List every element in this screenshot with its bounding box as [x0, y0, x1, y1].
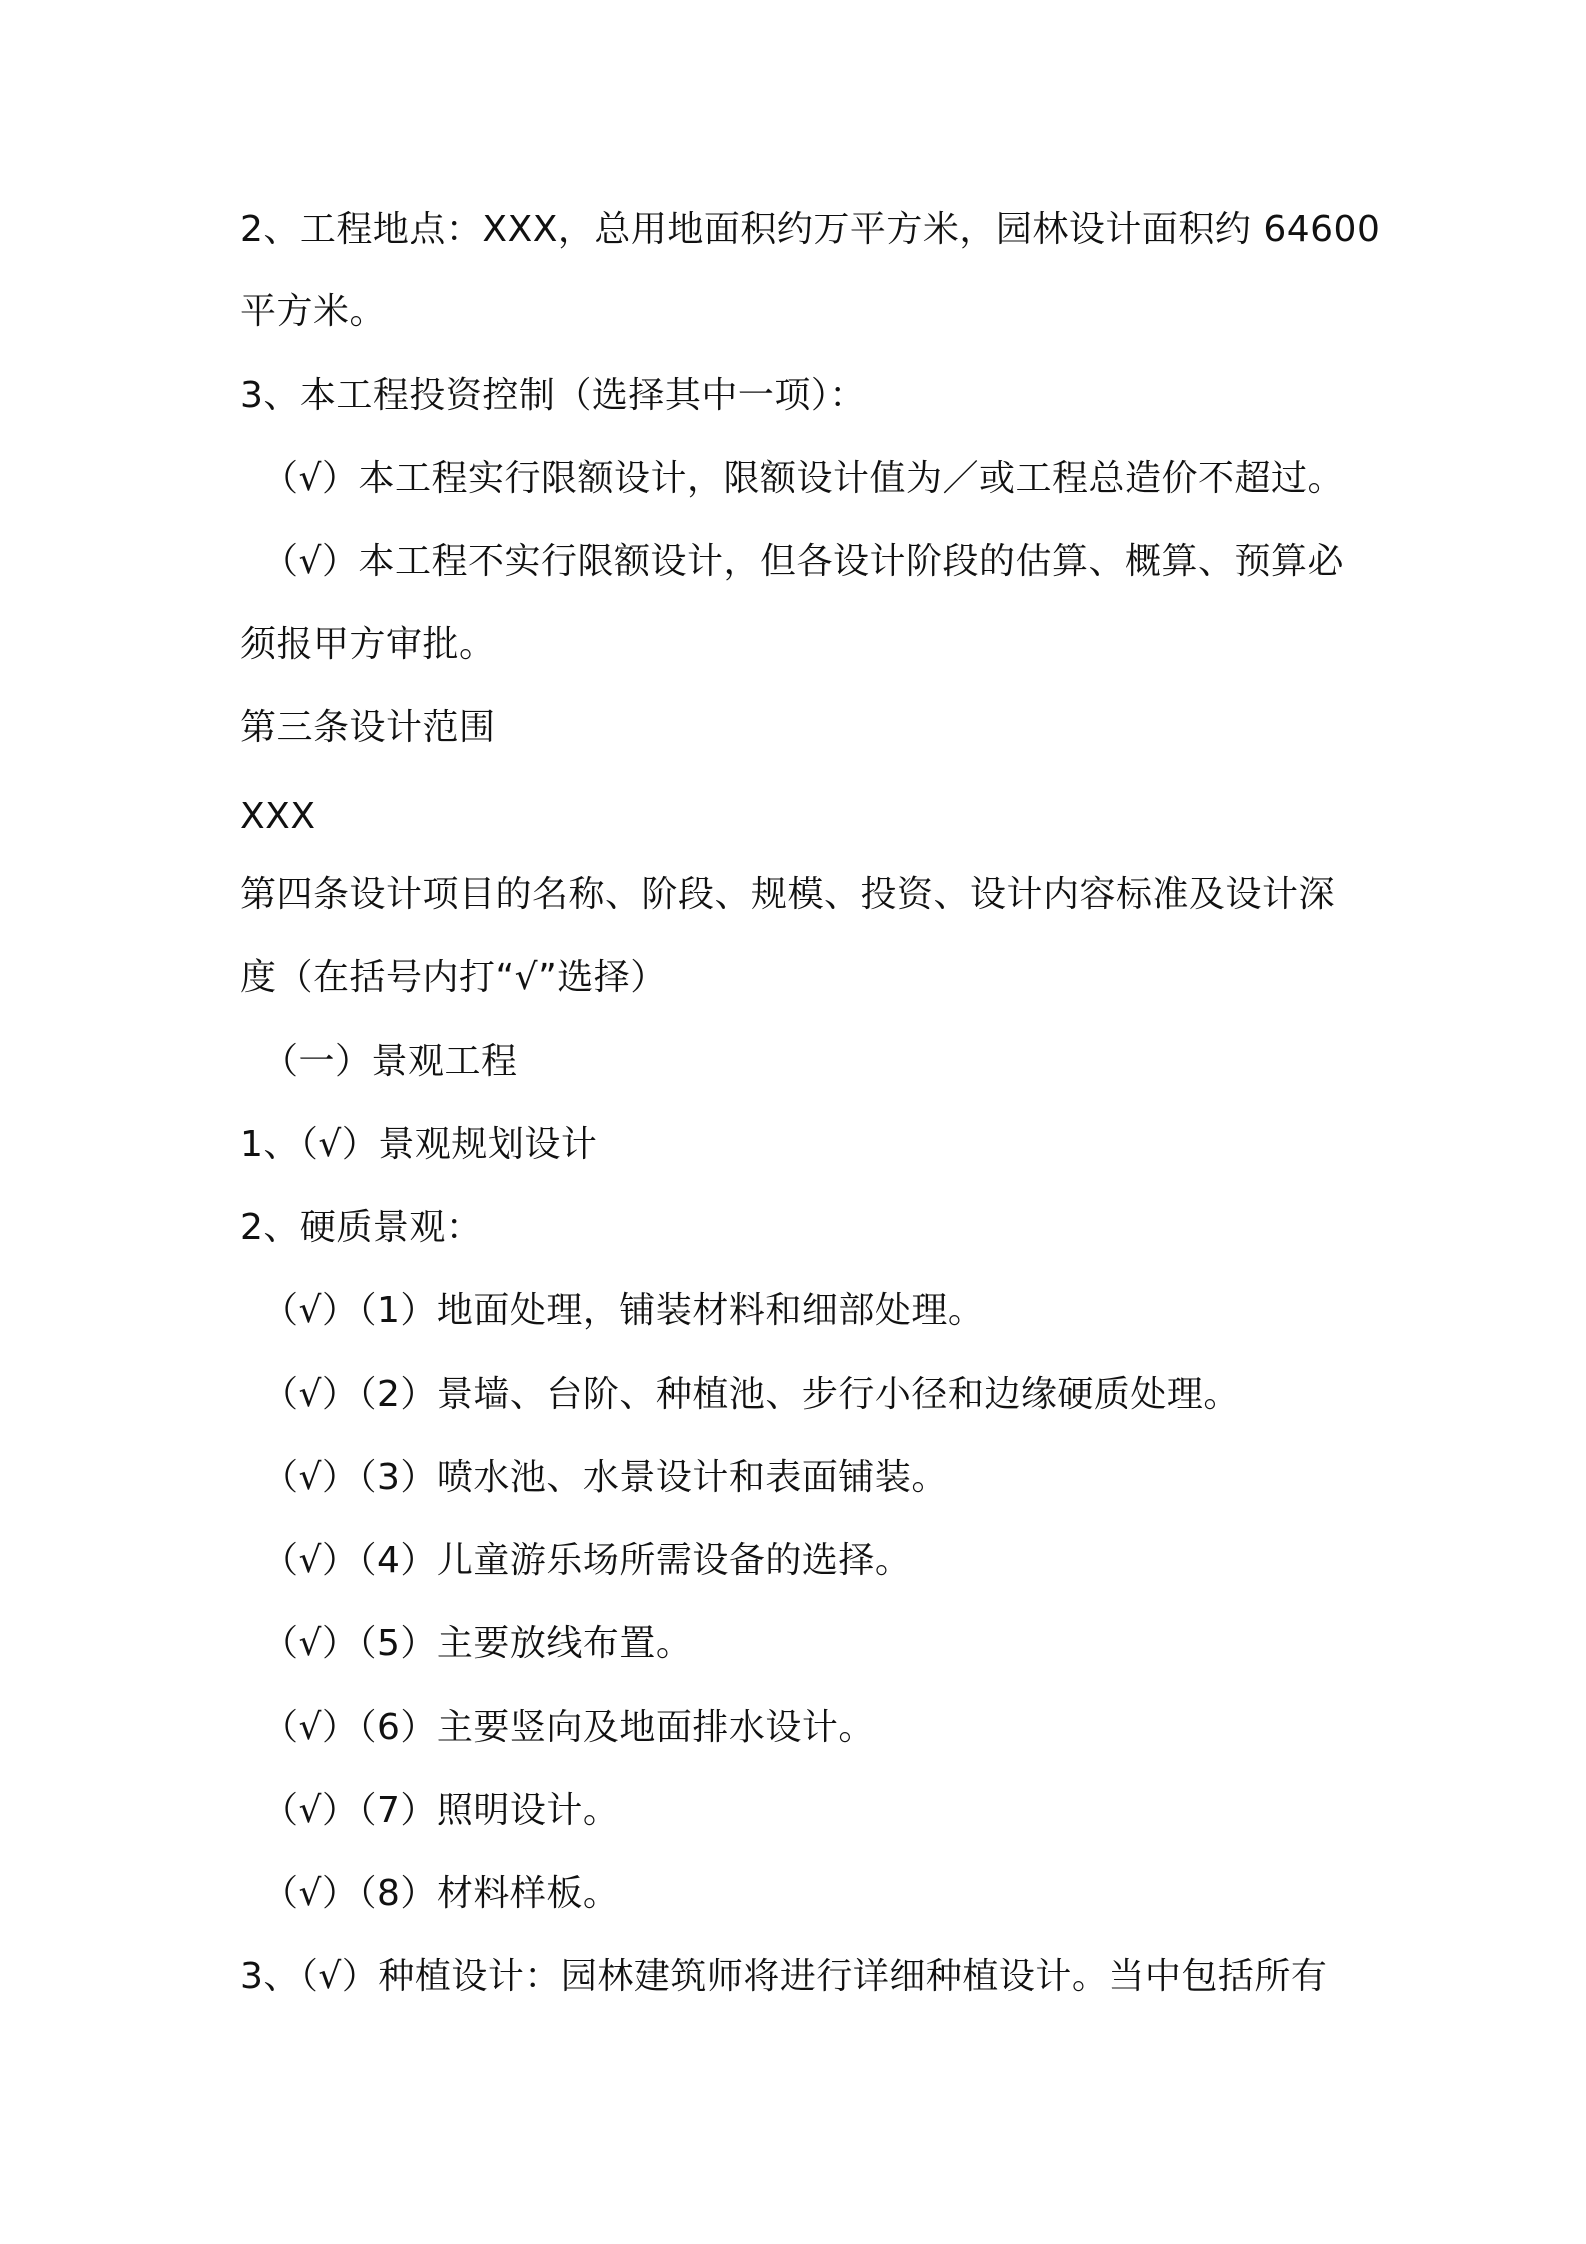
- list-item-hardscape-4: （√）（4）儿童游乐场所需设备的选择。: [262, 1540, 912, 1581]
- text-line-site-location: 2、工程地点：XXX，总用地面积约万平方米，园林设计面积约 64600: [240, 209, 1381, 250]
- text-line-option-limited-design: （√）本工程实行限额设计，限额设计值为／或工程总造价不超过。: [262, 458, 1344, 499]
- text-line-site-location-cont: 平方米。: [240, 291, 387, 332]
- text-line-investment-control: 3、本工程投资控制（选择其中一项）：: [240, 375, 866, 416]
- list-item-hardscape-1: （√）（1）地面处理，铺装材料和细部处理。: [262, 1290, 985, 1331]
- subsection-heading-landscape: （一）景观工程: [262, 1041, 518, 1082]
- list-item-hardscape: 2、硬质景观：: [240, 1207, 483, 1248]
- list-item-hardscape-8: （√）（8）材料样板。: [262, 1873, 620, 1914]
- text-line-option-unlimited-design: （√）本工程不实行限额设计，但各设计阶段的估算、概算、预算必: [262, 541, 1344, 582]
- list-item-hardscape-3: （√）（3）喷水池、水景设计和表面铺装。: [262, 1457, 948, 1498]
- text-line-design-scope-value: XXX: [240, 796, 316, 837]
- list-item-hardscape-2: （√）（2）景墙、台阶、种植池、步行小径和边缘硬质处理。: [262, 1374, 1240, 1415]
- list-item-planting-design: 3、（√）种植设计：园林建筑师将进行详细种植设计。当中包括所有: [240, 1956, 1328, 1997]
- list-item-hardscape-6: （√）（6）主要竖向及地面排水设计。: [262, 1707, 875, 1748]
- text-line-option-unlimited-design-cont: 须报甲方审批。: [240, 624, 496, 665]
- list-item-hardscape-5: （√）（5）主要放线布置。: [262, 1623, 693, 1664]
- list-item-landscape-planning: 1、（√）景观规划设计: [240, 1124, 598, 1165]
- section-heading-design-items: 第四条设计项目的名称、阶段、规模、投资、设计内容标准及设计深: [240, 874, 1336, 915]
- section-heading-design-scope: 第三条设计范围: [240, 707, 496, 748]
- section-heading-design-items-cont: 度（在括号内打“√”选择）: [240, 957, 667, 998]
- list-item-hardscape-7: （√）（7）照明设计。: [262, 1790, 620, 1831]
